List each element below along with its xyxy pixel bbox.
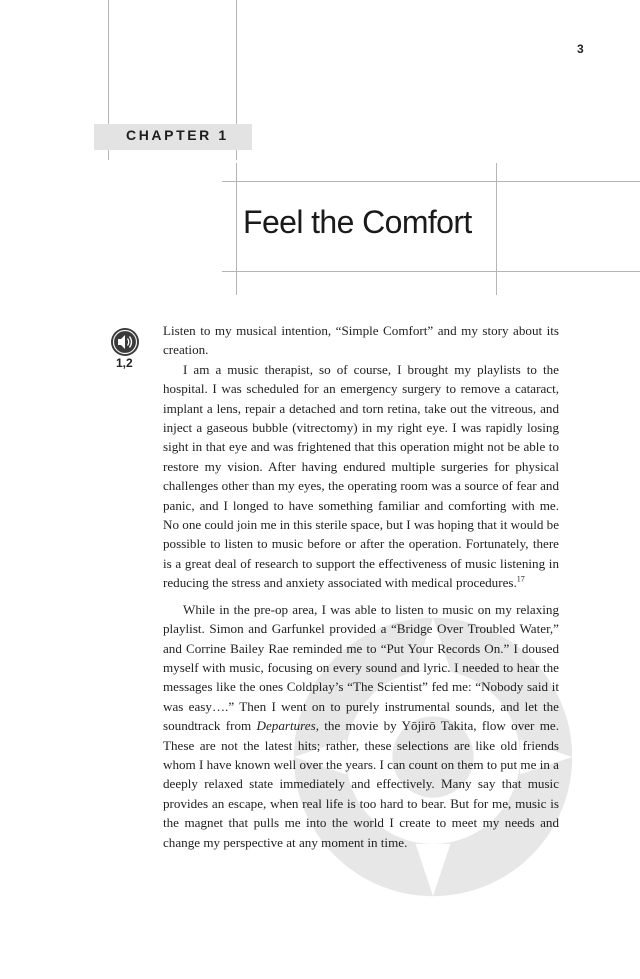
footnote-ref-17: 17 (516, 574, 525, 584)
audio-track-label: 1,2 (116, 356, 133, 370)
paragraph-pre-op-text-b: , the movie by Yōjirō Takita, flow over me. These are not the latest hits; rather, these selections are like old friends whom I have known well over the years. I can count on them to put me in a deeply relaxed state immediately and effectively. Many say that music provides an escape, when real life is too hard to bear. But for me, music is the magnet that pulls me into the world I create to meet my needs and change my perspective at any moment in time. (163, 718, 559, 850)
chapter-label: CHAPTER 1 (126, 127, 229, 143)
frame-rule-h3 (222, 181, 640, 182)
paragraph-intro: Listen to my musical intention, “Simple Comfort” and my story about its creation. (163, 323, 559, 358)
page-number: 3 (577, 42, 584, 56)
frame-rule-v4 (496, 163, 497, 295)
paragraph-pre-op-text-a: While in the pre-op area, I was able to listen to music on my relaxing playlist. Simon and Garfunkel provided a “Bridge Over Troubled Water,” and Corrine Bailey Rae reminded me to “Put Your Records On.” I doused myself with music, focusing on every sound and lyric. I needed to hear the messages like the ones Coldplay’s “The Scientist” fed me: “Nobody said it was easy….” Then I went on to purely instrumental sounds, and let the soundtrack from (163, 601, 559, 734)
paragraph-hospital-text: I am a music therapist, so of course, I brought my playlists to the hospital. I was scheduled for an emergency surgery to remove a cataract, implant a lens, repair a detached and torn retina, take out the vitreous, and inject a gaseous bubble (vitrectomy) in my right eye. I was rapidly losing sight in that eye and was frightened that this operation might not be able to restore my vision. After having endured multiple surgeries for physical challenges other than my eyes, the operating room was a source of fear and panic, and I longed to have something familiar and comforting with me. No one could join me in this sterile space, but I was hoping that it would be possible to listen to music before or after the operation. Fortunately, there is a great deal of research to support the effectiveness of music listening in reducing the stress and anxiety associated with medical procedures. (163, 361, 560, 591)
speaker-audio-icon (110, 327, 140, 357)
frame-rule-h4 (222, 271, 640, 272)
paragraph-pre-op (163, 600, 559, 852)
chapter-title: Feel the Comfort (243, 204, 472, 240)
film-title-departures: Departures (256, 718, 316, 734)
body-text (163, 321, 559, 852)
frame-rule-v3 (236, 163, 237, 295)
paragraph-hospital (163, 360, 559, 593)
